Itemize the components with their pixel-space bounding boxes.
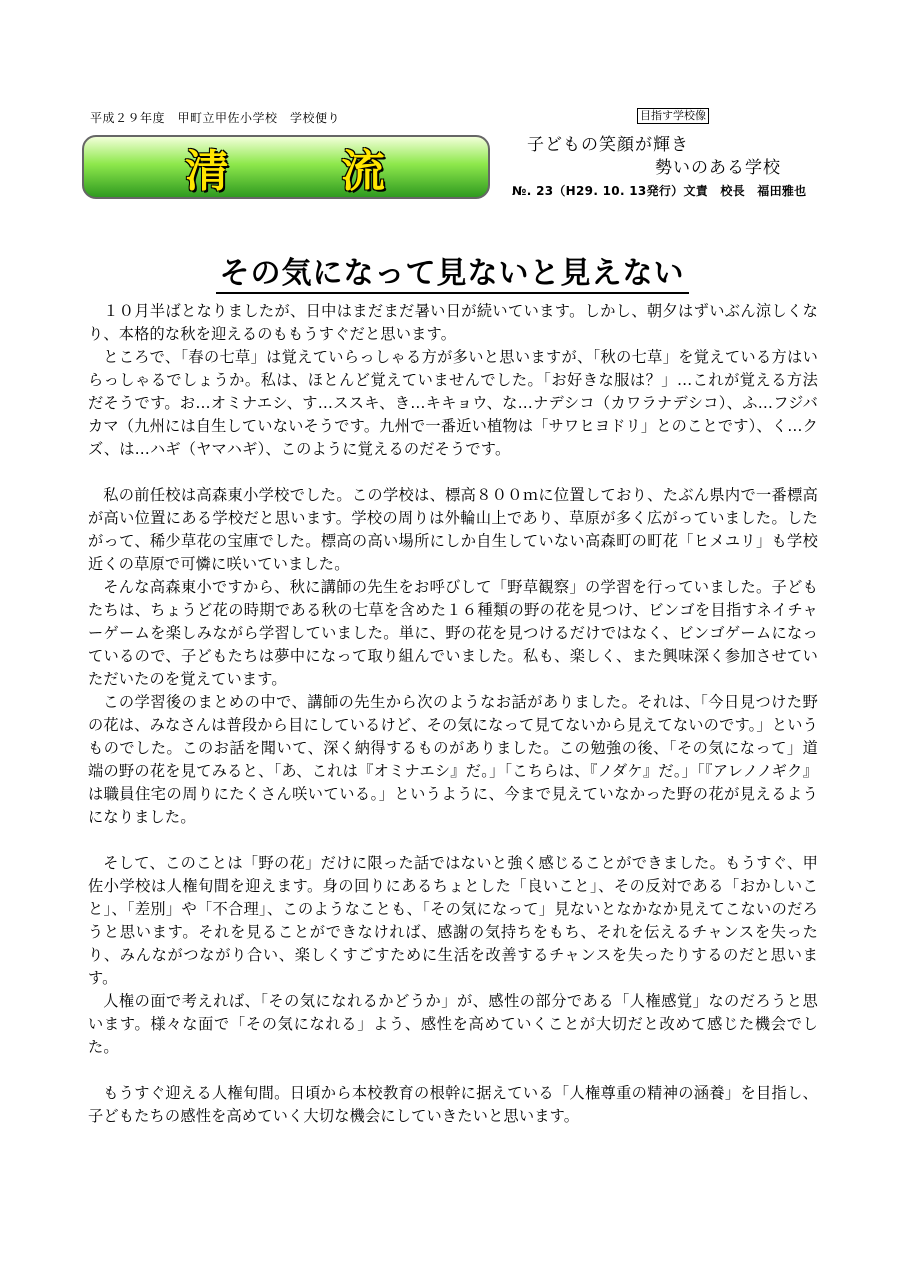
paragraph-6: そして、このことは「野の花」だけに限った話ではないと強く感じることができました。もうすぐ、甲佐小学校は人権旬間を迎えます。身の回りにあるちょとした「良いこと」、その反対である「おかしいこと」、「差別」や「不合理」、このようなことも、「その気になって」見ないとなかなか見えてこないのだろうと思います。それを見ることができなければ、感謝の気持ちをもち、それを伝えるチャンスを失ったり、みんながつながり合い、楽しくすごすために生活を改善するチャンスを失ったりするのだと思います。 (88, 854, 818, 987)
paragraph-5: この学習後のまとめの中で、講師の先生から次のようなお話がありました。それは、「今日見つけた野の花は、みなさんは普段から目にしているけど、その気になって見てないから見えてないのです。」というものでした。このお話を聞いて、深く納得するものがありました。この勉強の後、「その気になって」道端の野の花を見てみると、「あ、これは『オミナエシ』だ。」「こちらは、『ノダケ』だ。」「『アレノノギク』は職員住宅の周りにたくさん咲いている。」というように、今まで見えていなかった野の花が見えるようになりました。 (88, 693, 818, 826)
motto-line-1: 子どもの笑顔が輝き (527, 135, 689, 155)
newsletter-masthead (82, 135, 490, 199)
paragraph-1: １０月半ばとなりましたが、日中はまだまだ暑い日が続いています。しかし、朝夕はずいぶん涼しくなり、本格的な秋を迎えるのももうすぐだと思います。 (88, 302, 818, 343)
masthead-char-1: 清 (185, 146, 231, 197)
paragraph-8: もうすぐ迎える人権旬間。日頃から本校教育の根幹に据えている「人権尊重の精神の涵養」を目指し、子どもたちの感性を高めていく大切な機会にしていきたいと思います。 (88, 1084, 818, 1125)
paragraph-2: ところで、「春の七草」は覚えていらっしゃる方が多いと思いますが、「秋の七草」を覚えている方はいらっしゃるでしょうか。私は、ほとんど覚えていませんでした。「お好きな服は？」…これが覚える方法だそうです。お…オミナエシ、す…ススキ、き…キキョウ、な…ナデシコ（カワラナデシコ）、ふ…フジバカマ（九州には自生していないそうです。九州で一番近い植物は「サワヒヨドリ」とのことです）、く…クズ、は…ハギ（ヤマハギ）、このように覚えるのだそうです。 (88, 348, 818, 458)
motto-tag: 目指す学校像 (637, 108, 709, 124)
paragraph-gap (88, 461, 818, 484)
issue-info: №. 23（H29. 10. 13発行）文責 校長 福田雅也 (512, 184, 807, 198)
motto-line-2: 勢いのある学校 (655, 158, 781, 178)
article-body (88, 300, 818, 1128)
masthead-char-2: 流 (341, 146, 387, 197)
school-year-line: 平成２９年度 甲町立甲佐小学校 学校便り (90, 111, 341, 125)
paragraph-7: 人権の面で考えれば、「その気になれるかどうか」が、感性の部分である「人権感覚」なのだろうと思います。様々な面で「その気になれる」よう、感性を高めていくことが大切だと改めて感じた機会でした。 (88, 992, 818, 1056)
article-title: その気になって見ないと見えない (216, 256, 689, 294)
paragraph-4: そんな高森東小ですから、秋に講師の先生をお呼びして「野草観察」の学習を行っていました。子どもたちは、ちょうど花の時期である秋の七草を含めた１６種類の野の花を見つけ、ビンゴを目指すネイチャーゲームを楽しみながら学習していました。単に、野の花を見つけるだけではなく、ビンゴゲームになっているので、子どもたちは夢中になって取り組んでいました。私も、楽しく、また興味深く参加させていただいたのを覚えています。 (88, 578, 818, 688)
article-title-wrap (0, 248, 904, 292)
paragraph-gap (88, 829, 818, 852)
paragraph-gap (88, 1059, 818, 1082)
paragraph-3: 私の前任校は高森東小学校でした。この学校は、標高８００ｍに位置しており、たぶん県内で一番標高が高い位置にある学校だと思います。学校の周りは外輪山上であり、草原が多く広がっていました。したがって、稀少草花の宝庫でした。標高の高い場所にしか自生していない高森町の町花「ヒメユリ」も学校近くの草原で可憐に咲いていました。 (88, 486, 818, 573)
